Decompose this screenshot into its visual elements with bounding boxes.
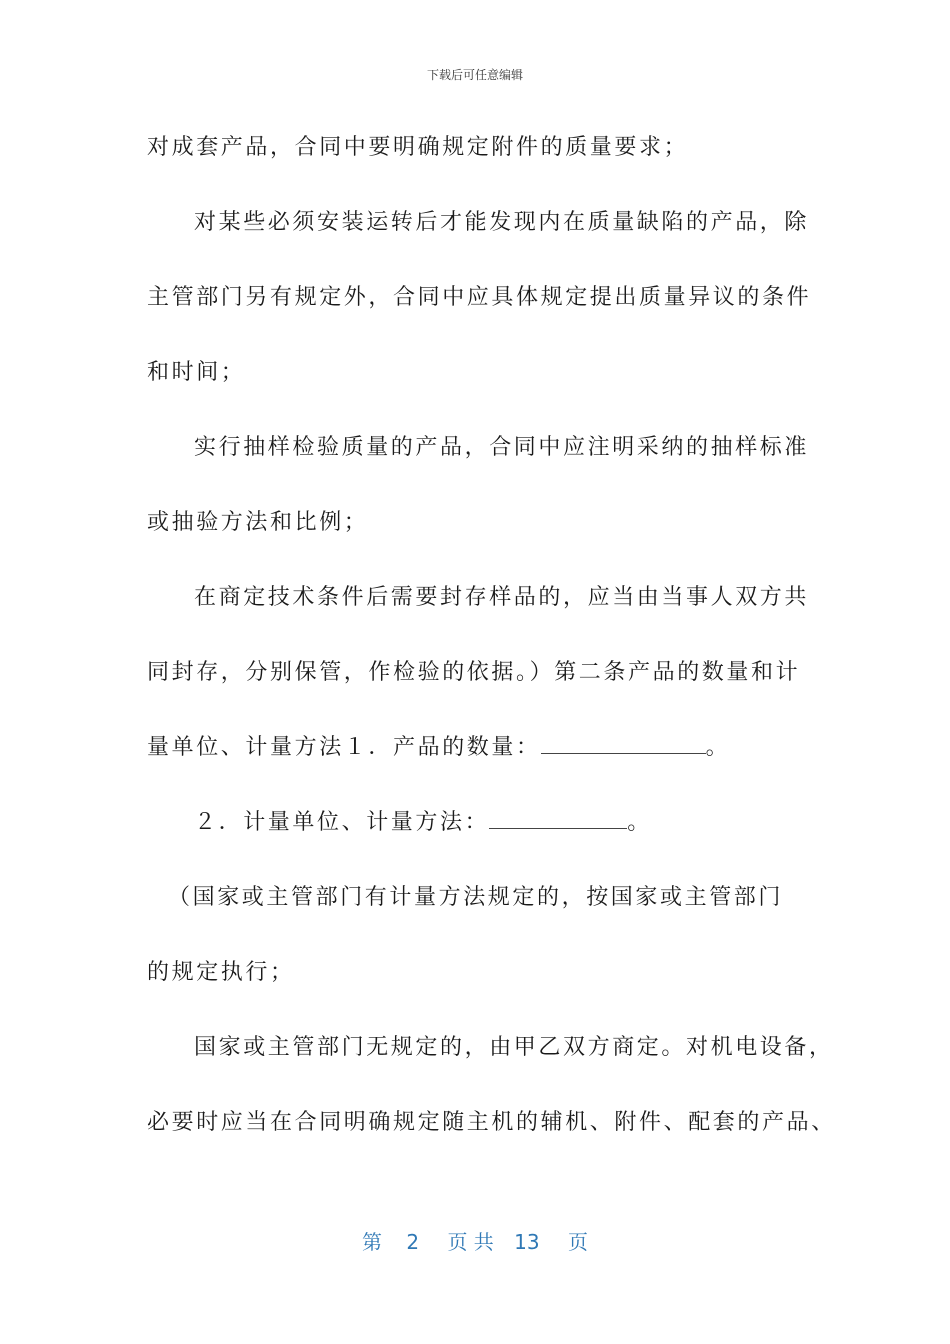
footer-prefix: 第 bbox=[362, 1230, 382, 1254]
text-line: 同封存，分别保管，作检验的依据。）第二条产品的数量和计 bbox=[147, 660, 801, 685]
text-line: 或抽验方法和比例； bbox=[147, 510, 369, 535]
footer-suffix: 页 bbox=[567, 1230, 588, 1254]
text-segment: 量单位、计量方法１．产品的数量： bbox=[147, 735, 541, 760]
text-line: 实行抽样检验质量的产品，合同中应注明采纳的抽样标准 bbox=[194, 435, 810, 460]
text-line: 国家或主管部门无规定的，由甲乙双方商定。对机电设备， bbox=[194, 1035, 834, 1060]
text-segment: 。 bbox=[627, 810, 652, 835]
blank-field bbox=[489, 810, 627, 829]
text-line: 主管部门另有规定外，合同中应具体规定提出质量异议的条件 bbox=[147, 285, 812, 310]
text-line: 对成套产品，合同中要明确规定附件的质量要求； bbox=[147, 135, 689, 160]
text-line: 的规定执行； bbox=[147, 960, 295, 985]
unit-line bbox=[194, 805, 652, 836]
text-segment: 。 bbox=[705, 735, 731, 760]
total-pages: 13 bbox=[514, 1230, 540, 1254]
text-line: （国家或主管部门有计量方法规定的，按国家或主管部门 bbox=[168, 885, 784, 910]
text-line: 在商定技术条件后需要封存样品的，应当由当事人双方共 bbox=[194, 585, 810, 610]
current-page: 2 bbox=[406, 1230, 420, 1254]
text-line: 对某些必须安装运转后才能发现内在质量缺陷的产品，除 bbox=[194, 210, 810, 235]
footer-mid: 页 共 bbox=[447, 1230, 494, 1254]
page-header: 下载后可任意编辑 bbox=[426, 68, 523, 82]
text-line: 必要时应当在合同明确规定随主机的辅机、附件、配套的产品、 bbox=[147, 1110, 836, 1135]
text-line: 和时间； bbox=[147, 360, 246, 385]
quantity-line bbox=[147, 730, 730, 761]
blank-field bbox=[541, 735, 706, 754]
text-segment: ２．计量单位、计量方法： bbox=[194, 810, 490, 835]
page-footer bbox=[0, 1226, 950, 1255]
